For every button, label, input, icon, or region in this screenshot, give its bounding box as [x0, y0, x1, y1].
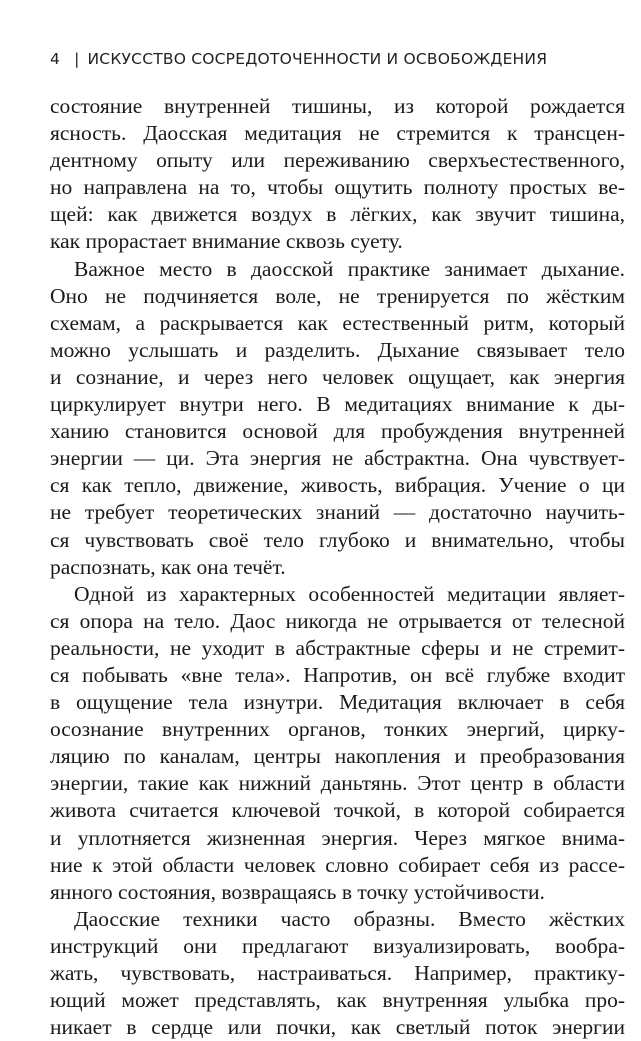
running-header	[50, 50, 547, 68]
text-line: и уплотняется жизненная энергия. Через мягкое внима-	[50, 825, 625, 850]
text-line: ние к этой области человек словно собирает себя из рассе-	[50, 852, 625, 877]
text-line: ющий может представлять, как внутренняя улыбка про-	[50, 988, 625, 1013]
text-line: энергии — ци. Эта энергия не абстрактна. Она чувствует-	[50, 446, 625, 471]
paragraph	[50, 581, 625, 906]
text-line: реальности, не уходит в абстрактные сферы и не стремит-	[50, 635, 625, 660]
text-line: схемам, а раскрывается как естественный ритм, который	[50, 310, 625, 335]
text-line: Одной из характерных особенностей медитации являет-	[74, 581, 625, 606]
paragraph	[50, 256, 625, 581]
text-line: энергии, такие как нижний даньтянь. Этот центр в области	[50, 771, 625, 796]
text-line: ханию становится основой для пробуждения внутренней	[50, 419, 625, 444]
text-line: живота считается ключевой точкой, в которой собирается	[50, 798, 625, 823]
text-line: ся побывать «вне тела». Напротив, он всё глубже входит	[50, 662, 625, 687]
text-line: янного состояния, возвращаясь в точку устойчивости.	[50, 879, 545, 904]
text-line: состояние внутренней тишины, из которой рождается	[50, 94, 625, 118]
text-line: как прорастает внимание сквозь суету.	[50, 229, 403, 254]
header-separator: |	[74, 50, 80, 68]
text-line: щей: как движется воздух в лёгких, как звучит тишина,	[50, 202, 625, 227]
text-line: инструкций они предлагают визуализировать, вообра-	[50, 933, 625, 958]
text-line: Даосские техники часто образны. Вместо жёстких	[74, 906, 625, 931]
text-line: осознание внутренних органов, тонких энергий, цирку-	[50, 717, 625, 742]
text-line: ся опора на тело. Даос никогда не отрывается от телесной	[50, 608, 625, 633]
book-title: ИСКУССТВО СОСРЕДОТОЧЕННОСТИ И ОСВОБОЖДЕНИЯ	[87, 50, 548, 68]
text-line: дентному опыту или переживанию сверхъестественного,	[50, 148, 625, 173]
text-line: но направлена на то, чтобы ощутить полноту простых ве-	[50, 175, 625, 200]
paragraph	[50, 93, 625, 256]
text-line: ся чувствовать своё тело глубоко и внимательно, чтобы	[50, 527, 625, 552]
text-line: ся как тепло, движение, живость, вибрация. Учение о ци	[50, 473, 625, 498]
text-line: не требует теоретических знаний — достаточно научить-	[50, 500, 625, 525]
text-line: можно услышать и разделить. Дыхание связывает тело	[50, 337, 625, 362]
text-line: в ощущение тела изнутри. Медитация включает в себя	[50, 690, 625, 715]
text-line: ляцию по каналам, центры накопления и преобразования	[50, 744, 625, 769]
text-line: жать, чувствовать, настраиваться. Например, практику-	[50, 961, 625, 985]
paragraph	[50, 906, 625, 1041]
text-line: и сознание, и через него человек ощущает, как энергия	[50, 364, 625, 389]
page-number: 4	[50, 50, 61, 68]
text-line: ясность. Даосская медитация не стремится к трансцен-	[50, 121, 625, 146]
body-text	[50, 93, 625, 1041]
text-line: никает в сердце или почки, как светлый поток энергии	[50, 1015, 625, 1040]
text-line: распознать, как она течёт.	[50, 554, 286, 579]
text-line: циркулирует внутри него. В медитациях внимание к ды-	[50, 392, 625, 417]
text-line: Важное место в даосской практике занимает дыхание.	[74, 256, 625, 281]
text-line: Оно не подчиняется воле, не тренируется по жёстким	[50, 283, 625, 308]
